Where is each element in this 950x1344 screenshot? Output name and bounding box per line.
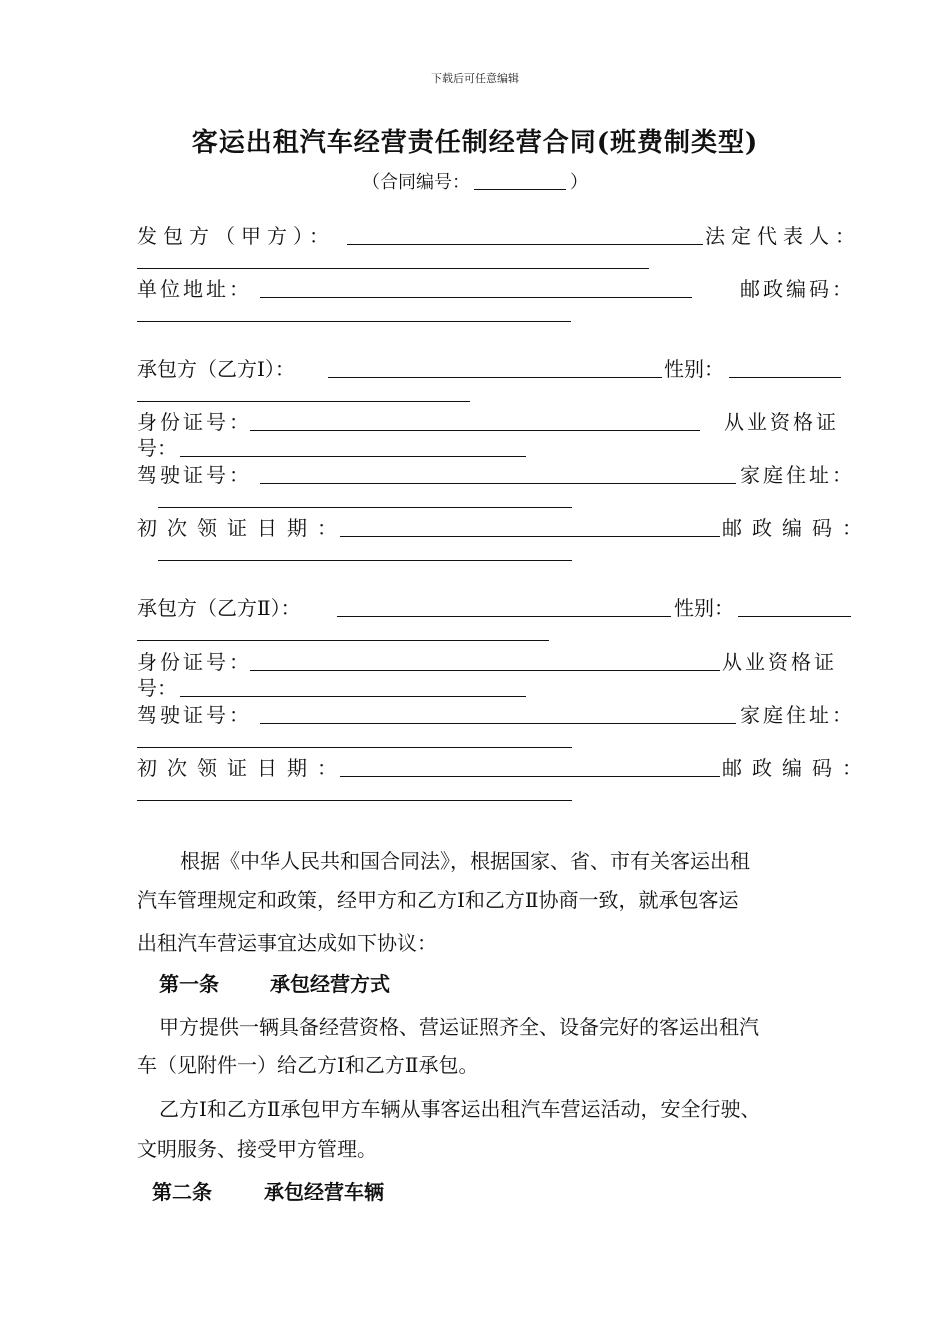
contract-number-prefix: （合同编号： — [362, 172, 470, 193]
party-b2-license-blank — [260, 723, 736, 724]
party-b1-first-date-label: 初次领证日期： — [137, 516, 347, 540]
party-b2-first-date-blank — [340, 776, 720, 777]
party-a-label: 发包方（甲方）： — [137, 224, 335, 248]
party-b2-label: 承包方（乙方Ⅱ）： — [137, 596, 301, 620]
contract-number — [0, 168, 950, 194]
party-b1-id-blank — [250, 430, 700, 431]
article-1-number: 第一条 — [159, 972, 219, 996]
party-b2-home-blank — [137, 747, 572, 748]
party-a-rep-label: 法定代表人： — [705, 224, 861, 248]
party-b1-license-label: 驾驶证号： — [137, 463, 252, 487]
party-b2-license-label: 驾驶证号： — [137, 703, 252, 727]
article-1-p2-line-1: 乙方Ⅰ和乙方Ⅱ承包甲方车辆从事客运出租汽车营运活动，安全行驶、 — [159, 1097, 761, 1121]
party-b2-qual-label: 从业资格证 — [722, 650, 837, 674]
party-a-postcode-label: 邮政编码： — [740, 277, 855, 301]
party-b2-first-date-label: 初次领证日期： — [137, 756, 347, 780]
party-b1-gender-label: 性别： — [664, 357, 724, 381]
party-b1-license-blank — [260, 483, 736, 484]
intro-line-1: 根据《中华人民共和国合同法》，根据国家、省、市有关客运出租 — [180, 849, 750, 873]
party-b2-qual-blank — [180, 696, 526, 697]
article-2-title: 承包经营车辆 — [264, 1180, 384, 1204]
party-b1-postcode-label: 邮政编码： — [722, 516, 872, 540]
article-2-number: 第二条 — [152, 1180, 212, 1204]
article-1-p2-line-2: 文明服务、接受甲方管理。 — [137, 1137, 377, 1161]
party-a-address-label: 单位地址： — [137, 277, 252, 301]
party-b2-home-label: 家庭住址： — [740, 703, 855, 727]
party-b1-gender-blank — [729, 377, 841, 378]
article-1-title: 承包经营方式 — [270, 972, 390, 996]
party-b1-home-label: 家庭住址： — [740, 463, 855, 487]
party-b1-label: 承包方（乙方Ⅰ）： — [137, 357, 295, 381]
article-1-p1-line-2: 车（见附件一）给乙方Ⅰ和乙方Ⅱ承包。 — [137, 1053, 479, 1077]
contract-number-suffix: ） — [570, 172, 588, 193]
party-b2-id-label: 身份证号： — [137, 650, 252, 674]
party-b1-qual-blank — [180, 456, 526, 457]
party-b1-id-label: 身份证号： — [137, 410, 252, 434]
party-b2-id-blank — [250, 670, 720, 671]
party-a-rep-blank — [137, 268, 649, 269]
article-1-p1-line-1: 甲方提供一辆具备经营资格、营运证照齐全、设备完好的客运出租汽 — [159, 1015, 759, 1039]
party-b1-blank — [328, 377, 662, 378]
party-b2-gender-blank — [738, 616, 851, 617]
party-b1-home-blank — [158, 507, 572, 508]
party-b1-qual-label-2: 号： — [137, 436, 177, 460]
party-b2-blank — [337, 616, 671, 617]
contract-number-blank — [474, 171, 566, 190]
party-b2-qual-label-2: 号： — [137, 676, 177, 700]
header-note: 下载后可任意编辑 — [431, 72, 519, 85]
party-b2-postcode-label: 邮政编码： — [722, 756, 872, 780]
party-b1-postcode-blank — [158, 560, 572, 561]
party-a-address-blank — [260, 297, 692, 298]
intro-line-3: 出租汽车营运事宜达成如下协议： — [137, 931, 437, 955]
document-title: 客运出租汽车经营责任制经营合同(班费制类型) — [191, 128, 759, 158]
party-b2-gender-label: 性别： — [674, 596, 734, 620]
party-b2-gender-blank-2 — [137, 640, 549, 641]
party-b2-postcode-blank — [137, 800, 572, 801]
party-b1-first-date-blank — [340, 536, 720, 537]
intro-line-2: 汽车管理规定和政策，经甲方和乙方Ⅰ和乙方Ⅱ协商一致，就承包客运 — [137, 888, 739, 912]
party-b1-gender-blank-2 — [137, 401, 470, 402]
party-a-postcode-blank — [137, 321, 571, 322]
party-b1-qual-label: 从业资格证 — [724, 410, 839, 434]
party-a-blank — [347, 244, 703, 245]
